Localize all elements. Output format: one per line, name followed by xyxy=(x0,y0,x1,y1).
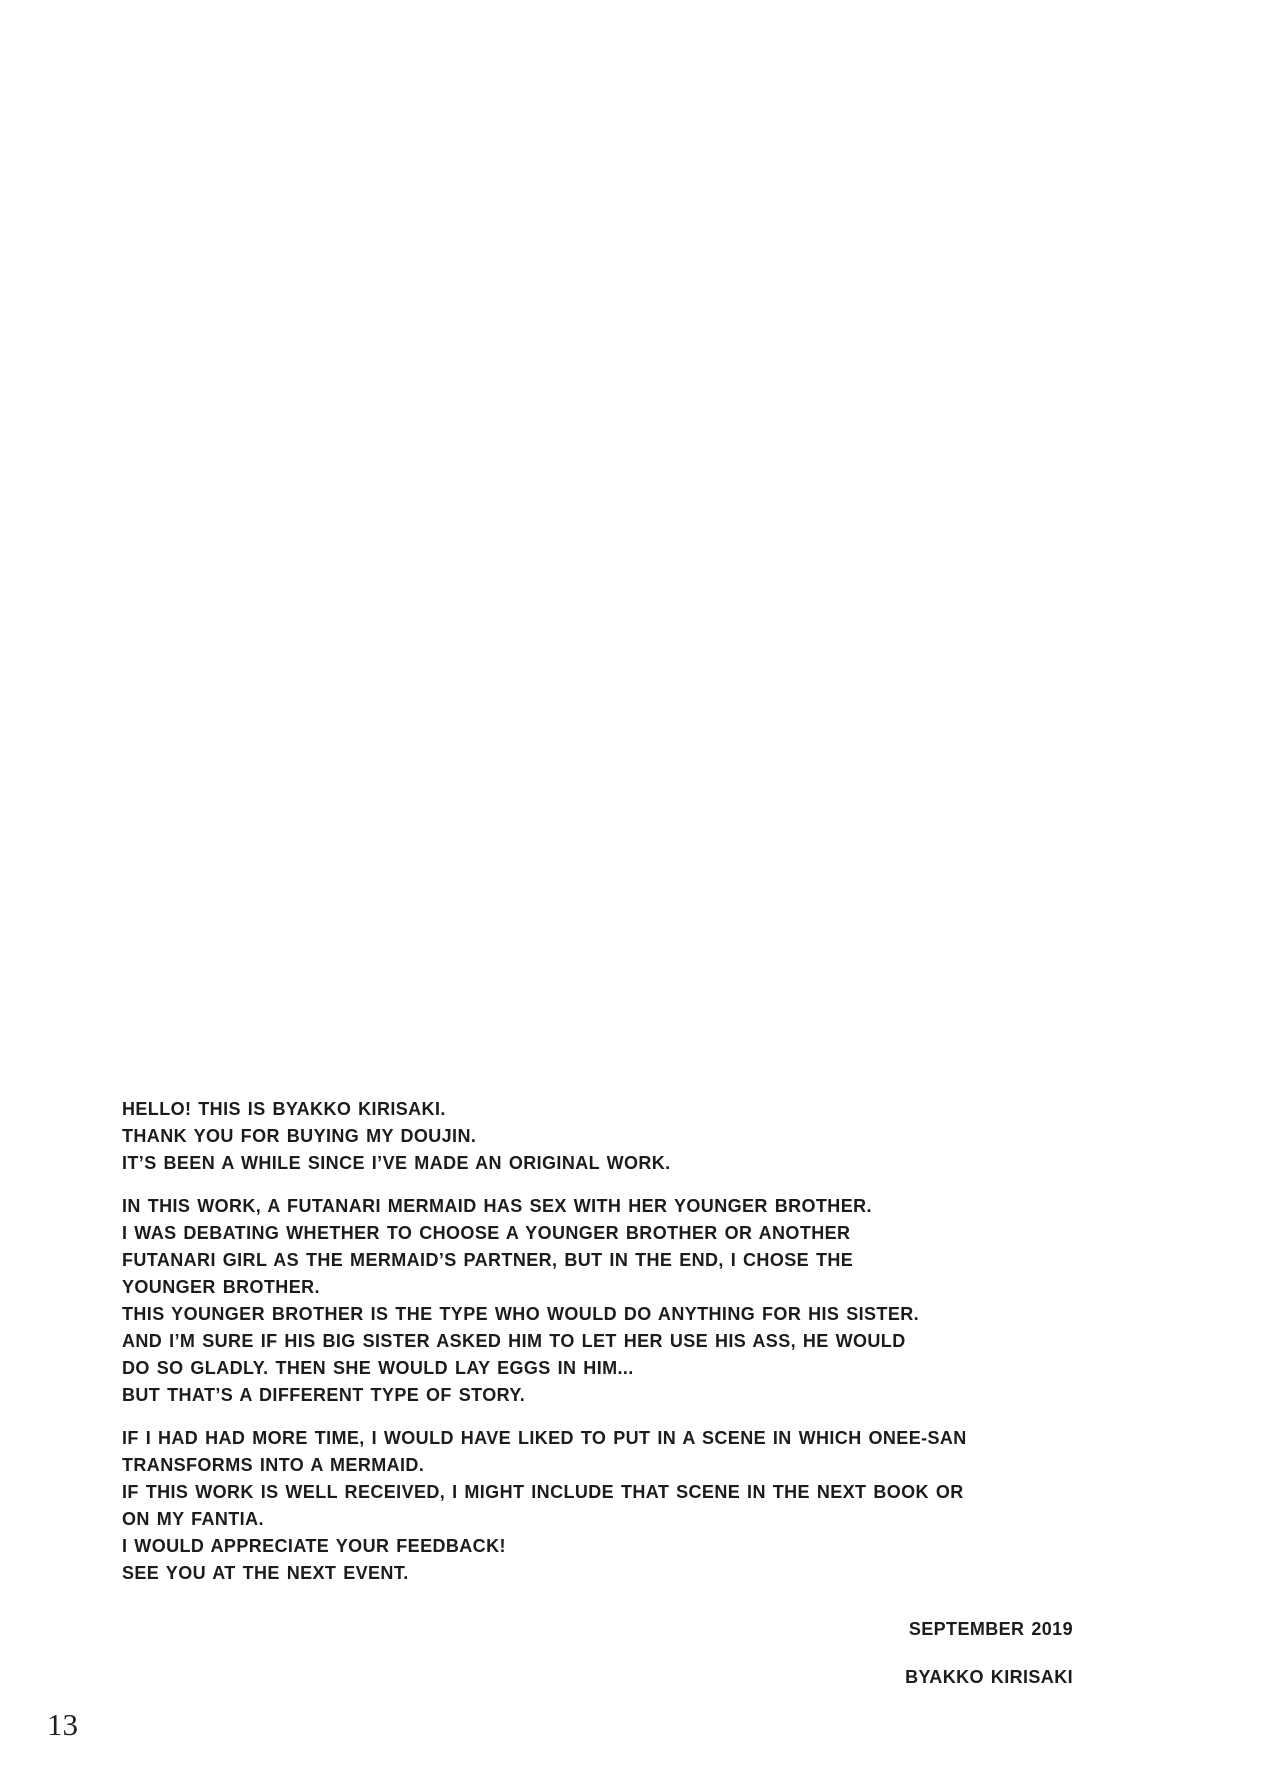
text-line: I WAS DEBATING WHETHER TO CHOOSE A YOUNGER BROTHER OR ANOTHER xyxy=(122,1223,851,1243)
text-line: HELLO! THIS IS BYAKKO KIRISAKI. xyxy=(122,1099,446,1119)
page-number: 13 xyxy=(47,1707,78,1742)
paragraph-closing xyxy=(122,1425,1112,1587)
text-line: THIS YOUNGER BROTHER IS THE TYPE WHO WOULD DO ANYTHING FOR HIS SISTER. xyxy=(122,1304,920,1324)
text-line: ON MY FANTIA. xyxy=(122,1509,264,1529)
text-line: YOUNGER BROTHER. xyxy=(122,1277,320,1297)
paragraph-greeting xyxy=(122,1096,1112,1177)
afterword-text xyxy=(122,1096,1112,1587)
signature-name: BYAKKO KIRISAKI xyxy=(905,1667,1073,1687)
text-line: IF THIS WORK IS WELL RECEIVED, I MIGHT INCLUDE THAT SCENE IN THE NEXT BOOK OR xyxy=(122,1482,964,1502)
text-line: SEE YOU AT THE NEXT EVENT. xyxy=(122,1563,409,1583)
text-line: TRANSFORMS INTO A MERMAID. xyxy=(122,1455,425,1475)
text-line: FUTANARI GIRL AS THE MERMAID’S PARTNER, BUT IN THE END, I CHOSE THE xyxy=(122,1250,854,1270)
text-line: DO SO GLADLY. THEN SHE WOULD LAY EGGS IN HIM... xyxy=(122,1358,634,1378)
text-line: I WOULD APPRECIATE YOUR FEEDBACK! xyxy=(122,1536,506,1556)
text-line: THANK YOU FOR BUYING MY DOUJIN. xyxy=(122,1126,477,1146)
text-line: BUT THAT’S A DIFFERENT TYPE OF STORY. xyxy=(122,1385,526,1405)
text-line: AND I’M SURE IF HIS BIG SISTER ASKED HIM TO LET HER USE HIS ASS, HE WOULD xyxy=(122,1331,906,1351)
text-line: IN THIS WORK, A FUTANARI MERMAID HAS SEX WITH HER YOUNGER BROTHER. xyxy=(122,1196,872,1216)
text-line: IT’S BEEN A WHILE SINCE I’VE MADE AN ORIGINAL WORK. xyxy=(122,1153,671,1173)
signature-block xyxy=(905,1619,1073,1688)
paragraph-about-work xyxy=(122,1193,1112,1409)
signature-date: SEPTEMBER 2019 xyxy=(908,1619,1073,1639)
text-line: IF I HAD HAD MORE TIME, I WOULD HAVE LIKED TO PUT IN A SCENE IN WHICH ONEE-SAN xyxy=(122,1428,967,1448)
